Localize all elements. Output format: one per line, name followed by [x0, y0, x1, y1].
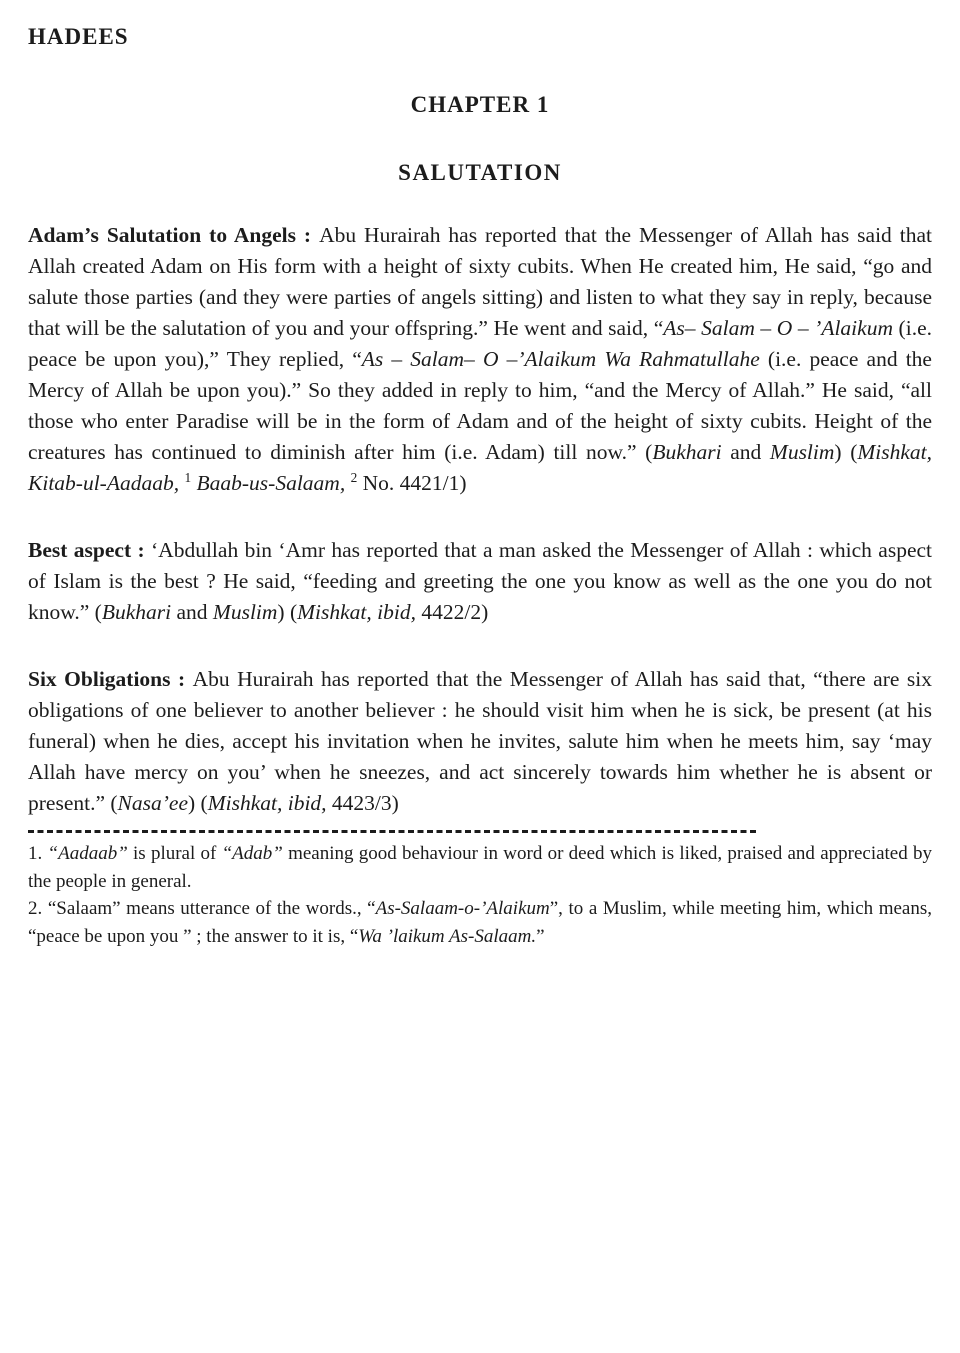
- footnote-separator: [28, 830, 758, 833]
- chapter-title: SALUTATION: [398, 160, 562, 185]
- paragraph-six-obligations: Six Obligations : Abu Hurairah has reported that the Messenger of Allah has said that, “there are six obligations of one believer to another believer : he should visit him when he is sick, be present (at his funeral) when he dies, accept his invitation when he invites, salute him when he meets him, say ‘may Allah have mercy on you’ when he sneezes, and act sincerely towards him whether he is absent or present.” (Nasa’ee) (Mishkat, ibid, 4423/3): [28, 667, 932, 815]
- footnote-2: 2. “Salaam” means utterance of the words., “As-Salaam-o-’Alaikum”, to a Muslim, while meeting him, which means, “peace be upon you ” ; the answer to it is, “Wa ’laikum As-Salaam.”: [28, 898, 932, 947]
- chapter-heading: CHAPTER 1: [410, 92, 550, 117]
- paragraph-best-aspect: Best aspect : ‘Abdullah bin ‘Amr has reported that a man asked the Messenger of Allah : which aspect of Islam is the best ? He said, “feeding and greeting the one you know as well as the one you do not know.” (Bukhari and Muslim) (Mishkat, ibid, 4422/2): [28, 538, 933, 624]
- running-header: HADEES: [28, 24, 129, 49]
- footnotes-section: [28, 840, 932, 950]
- footnote-1: 1. “Aadaab” is plural of “Adab” meaning good behaviour in word or deed which is liked, praised and appreciated by the people in general.: [28, 843, 932, 892]
- paragraph-adams-salutation-to-angels: Adam’s Salutation to Angels : Abu Hurairah has reported that the Messenger of Allah has said that Allah created Adam on His form with a height of sixty cubits. When He created him, He said, “go and salute those parties (and they were parties of angels sitting) and listen to what they say in reply, because that will be the salutation of you and your offspring.” He went and said, “As– Salam – O – ’Alaikum (i.e. peace be upon you),” They replied, “As – Salam– O –’Alaikum Wa Rahmatullahe (i.e. peace and the Mercy of Allah be upon you).” So they added in reply to him, “and the Mercy of Allah.” He said, “all those who enter Paradise will be in the form of Adam and of the height of sixty cubits. Height of the creatures has continued to diminish after him (i.e. Adam) till now.” (Bukhari and Muslim) (Mishkat, Kitab-ul-Aadaab, $^1$ Baab-us-Salaam, $^2$ No. 4421/1): [28, 223, 933, 495]
